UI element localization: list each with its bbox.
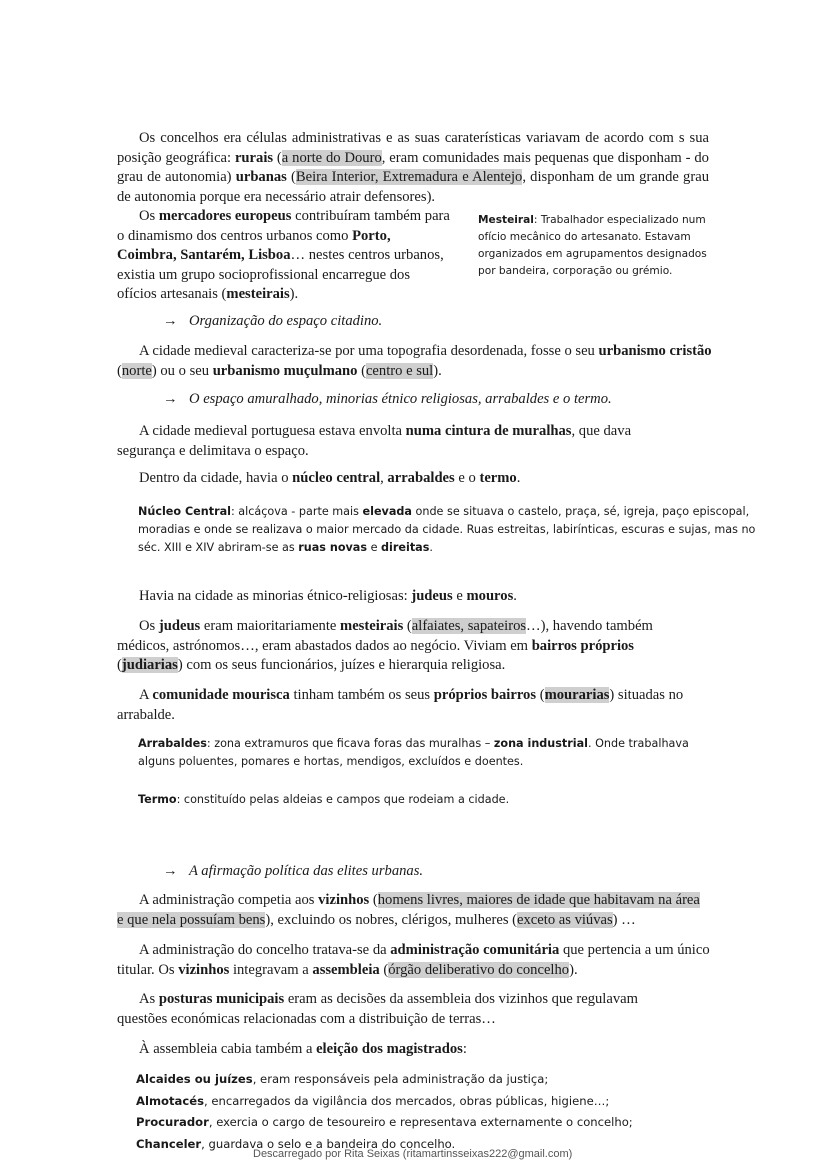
paragraph-administracao [117,941,712,980]
bold-arrabaldes: arrabaldes [387,470,455,486]
section-heading-espaco-amuralhado [163,390,612,410]
term-chanceler: Chanceler [136,1136,202,1151]
text: , eram responsáveis pela administração da justiça; [252,1072,549,1086]
highlight-viuvas: exceto as viúvas [517,911,613,928]
text: , disponham de um grande grau de autonomia porque era necessário atrair defensores). [117,169,709,205]
text: onde se situava o castelo, praça, sé, igreja, paço episcopal, moradias e onde se realizava o maior mercado da cidade. Ruas estreitas, labirínticas, escuras e sujas, mas no séc. XIII e XIV abriram-se as [138,505,756,554]
heading-text: A afirmação política das elites urbanas. [189,863,424,879]
list-item [136,1112,696,1134]
bold-administracao-comunitaria: administração comunitária [390,942,560,958]
text: …), havendo também médicos, astrónomos…, eram abastados dados ao negócio. Viviam em [117,618,653,654]
bold-urbanas: urbanas [235,169,287,185]
list-item [136,1091,696,1113]
paragraph-posturas [117,990,677,1029]
text: ( [403,618,412,634]
text: : Trabalhador especializado num ofício mecânico do artesanato. Estavam organizados em agrupamentos designados por bandeira, corporação ou grémio. [478,214,707,277]
text: e o [454,470,480,486]
paragraph-mercadores [117,207,453,305]
heading-text: Organização do espaço citadino. [189,313,383,329]
text: . Onde trabalhava alguns poluentes, pomares e hortas, mendigos, excluídos e doentes. [138,737,689,768]
term-alcaides: Alcaides ou juízes [136,1072,253,1086]
term-procurador: Procurador [136,1115,209,1129]
bold-judeus: judeus [411,588,453,604]
text: ( [369,892,378,908]
bold-comunidade-mourisca: comunidade mourisca [152,687,290,703]
bold-eleicao-magistrados: eleição dos magistrados [316,1041,463,1057]
paragraph-dentro-cidade [117,469,677,489]
highlight-regioes: Beira Interior, Extremadura e Alentejo [295,169,523,185]
bold-cidades: Porto, Coimbra, Santarém, Lisboa [117,227,391,263]
text: ( [117,657,122,673]
arrow-right-icon: → [163,863,178,879]
text: Dentro da cidade, havia o [139,470,293,486]
highlight-homens-livres: homens livres, maiores de idade que habitavam na área e que nela possuíam bens [117,892,700,928]
bold-posturas-municipais: posturas municipais [158,991,285,1007]
highlight-mourarias: mourarias [544,687,610,703]
note-arrabaldes [138,735,728,771]
bold-rurais: rurais [234,149,274,166]
paragraph-muralhas [117,422,677,461]
text: tinham também os seus [289,687,434,703]
bold-direitas: direitas [381,541,430,554]
bold-termo: termo [479,470,517,486]
text: ( [357,362,366,379]
text: eram as decisões da assembleia dos vizinhos que regulavam questões económicas relacionadas com a distribuição de terras… [117,991,638,1027]
bold-urbanismo-cristao: urbanismo cristão [598,343,712,359]
text: , guardava o selo e a bandeira do concelho. [201,1136,456,1151]
term-almotaces: Almotacés [136,1093,204,1108]
note-term: Arrabaldes [138,737,207,750]
note-term: Termo [138,793,177,806]
list-item [136,1069,696,1091]
heading-text: O espaço amuralhado, minorias étnico religiosas, arrabaldes e o termo. [189,391,612,407]
text: e [367,541,382,554]
text: ) ou o seu [151,362,213,379]
section-heading-afirmacao-politica [163,862,423,882]
text: ). [289,286,299,302]
bold-mesteirais: mesteirais [340,618,404,634]
text: ( [273,149,282,166]
text: A cidade medieval portuguesa estava envolta [139,423,406,439]
bold-mouros: mouros [466,588,514,604]
text: ) situadas no arrabalde. [117,687,684,723]
highlight-norte: norte [121,362,152,379]
text: ) … [612,911,636,928]
text: Havia na cidade as minorias étnico-religiosas: [139,588,412,604]
note-mesteiral [478,212,708,280]
text: ( [379,961,389,978]
text: : [462,1041,467,1057]
bold-mercadores: mercadores europeus [158,208,292,224]
text: e [452,588,467,604]
bold-vizinhos: vizinhos [178,961,230,978]
text: , [380,470,388,486]
bold-judeus: judeus [158,618,201,634]
paragraph-judeus [117,617,697,676]
paragraph-urbanismo [117,342,717,381]
text: ), excluindo os nobres, clérigos, mulheres ( [265,911,518,928]
paragraph-eleicao [117,1040,677,1060]
magistrados-list [136,1069,696,1155]
highlight-centro-sul: centro e sul [365,362,434,379]
text: . [429,541,433,554]
paragraph-mourisca [117,686,697,725]
text: Os concelhos era células administrativas e as suas caraterísticas variavam de acordo com s sua posição geográfica: [117,130,709,166]
download-notice: Descarregado por Rita Seixas (ritamartinsseixas222@gmail.com) [253,1148,573,1160]
bold-urbanismo-muculmano: urbanismo muçulmano [212,362,358,379]
text: ) com os seus funcionários, juízes e hierarquia religiosa. [177,657,506,673]
highlight-norte-douro: a norte do Douro [281,149,382,166]
text: , encarregados da vigilância dos mercados, obras públicas, higiene…; [204,1093,610,1108]
bold-vizinhos: vizinhos [318,892,370,908]
section-heading-organizacao [163,312,382,332]
text: : alcáçova - parte mais [230,505,363,518]
arrow-right-icon: → [163,313,178,329]
text: contribuíram também para o dinamismo dos centros urbanos como [117,208,450,244]
text: . [516,470,521,486]
text: Os [139,618,159,634]
bold-elevada: elevada [362,505,412,518]
bold-proprios-bairros: próprios bairros [433,687,537,703]
bold-nucleo-central: núcleo central [292,470,381,486]
paragraph-concelhos [117,129,709,207]
note-nucleo-central [138,503,758,557]
bold-assembleia: assembleia [312,961,380,978]
text: A administração do concelho tratava-se da [139,942,391,958]
text: ( [536,687,545,703]
bold-mesteirais: mesteirais [226,286,290,302]
highlight-oficios: alfaiates, sapateiros [411,618,527,634]
text: ). [433,362,442,379]
text: integravam a [229,961,313,978]
text: Os [139,208,159,224]
note-term: Mesteiral [478,214,534,226]
text: , eram comunidades mais pequenas que disponham - do grau de autonomia) [117,149,709,185]
text: , exercia o cargo de tesoureiro e representava externamente o concelho; [208,1115,633,1129]
paragraph-vizinhos [117,891,707,930]
text: ( [117,362,122,379]
bold-cintura-muralhas: numa cintura de muralhas [405,423,572,439]
bold-zona-industrial: zona industrial [493,737,588,750]
text: : zona extramuros que ficava foras das muralhas – [206,737,494,750]
paragraph-minorias [117,587,677,607]
text: … nestes centros urbanos, existia um grupo socioprofissional encarregue dos ofícios artesanais ( [117,247,444,302]
text: , que dava segurança e delimitava o espaço. [117,423,632,459]
bold-ruas-novas: ruas novas [298,541,368,554]
text: . [513,588,517,604]
text: ). [569,961,578,978]
bold-bairros-proprios: bairros próprios [531,637,634,654]
text: A [139,687,153,703]
text: ( [286,169,296,185]
text: : constituído pelas aldeias e campos que rodeiam a cidade. [176,793,510,806]
text: A cidade medieval caracteriza-se por uma topografia desordenada, fosse o seu [139,343,599,359]
highlight-judiarias: judiarias [121,657,178,673]
text: A administração competia aos [139,892,319,908]
highlight-orgao-deliberativo: órgão deliberativo do concelho [388,961,570,978]
text: À assembleia cabia também a [139,1041,317,1057]
arrow-right-icon: → [163,391,178,407]
text: que pertencia a um único titular. Os [117,942,710,978]
text: As [139,991,159,1007]
text: eram maioritariamente [200,618,341,634]
note-termo [138,791,728,809]
note-term: Núcleo Central [138,505,231,518]
